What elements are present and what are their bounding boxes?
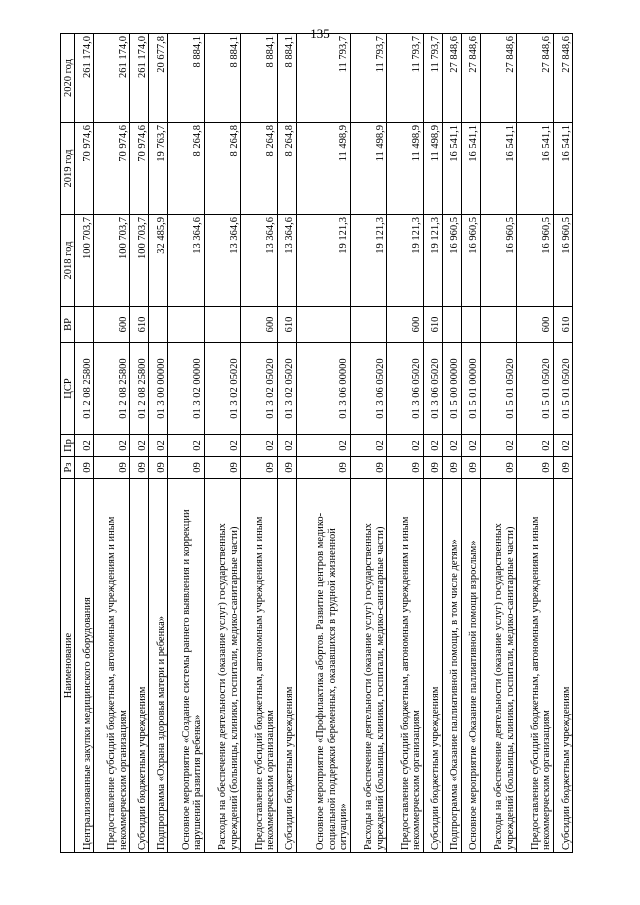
cell-y2020: 261 174,0 bbox=[94, 34, 130, 123]
header-vr: ВР bbox=[61, 307, 75, 343]
cell-csr: 01 5 01 05020 bbox=[517, 343, 553, 435]
cell-rz: 09 bbox=[130, 457, 149, 479]
cell-name: Расходы на обеспечение деятельности (оказание услуг) государственных учреждений (больницы, клиники, госпитали, медико-санитарные части) bbox=[204, 479, 240, 853]
cell-y2020: 11 793,7 bbox=[387, 34, 423, 123]
cell-pr: 02 bbox=[517, 435, 553, 457]
cell-y2020: 261 174,0 bbox=[75, 34, 94, 123]
rotated-page bbox=[60, 34, 573, 853]
cell-y2020: 8 884,1 bbox=[204, 34, 240, 123]
cell-y2019: 8 264,8 bbox=[277, 123, 296, 215]
cell-rz: 09 bbox=[75, 457, 94, 479]
cell-name: Централизованные закупки медицинского оборудования bbox=[75, 479, 94, 853]
cell-y2019: 70 974,6 bbox=[75, 123, 94, 215]
cell-name: Субсидии бюджетным учреждениям bbox=[423, 479, 442, 853]
cell-y2018: 19 121,3 bbox=[387, 215, 423, 307]
cell-rz: 09 bbox=[442, 457, 461, 479]
table-row bbox=[168, 34, 204, 853]
cell-vr bbox=[442, 307, 461, 343]
cell-rz: 09 bbox=[241, 457, 277, 479]
cell-y2020: 8 884,1 bbox=[168, 34, 204, 123]
cell-y2019: 8 264,8 bbox=[204, 123, 240, 215]
cell-vr bbox=[296, 307, 350, 343]
table-row bbox=[423, 34, 442, 853]
cell-name: Основное мероприятие «Создание системы раннего выявления и коррекции нарушений развития ребенка» bbox=[168, 479, 204, 853]
cell-y2020: 27 848,6 bbox=[480, 34, 516, 123]
cell-vr: 610 bbox=[277, 307, 296, 343]
cell-y2019: 16 541,1 bbox=[517, 123, 553, 215]
cell-rz: 09 bbox=[350, 457, 386, 479]
cell-name: Расходы на обеспечение деятельности (оказание услуг) государственных учреждений (больницы, клиники, госпитали, медико-санитарные части) bbox=[480, 479, 516, 853]
cell-y2020: 20 677,8 bbox=[149, 34, 168, 123]
cell-csr: 01 3 06 05020 bbox=[350, 343, 386, 435]
cell-y2018: 16 960,5 bbox=[461, 215, 480, 307]
cell-rz: 09 bbox=[461, 457, 480, 479]
cell-y2019: 8 264,8 bbox=[168, 123, 204, 215]
table-row bbox=[442, 34, 461, 853]
cell-y2019: 16 541,1 bbox=[442, 123, 461, 215]
cell-y2020: 27 848,6 bbox=[442, 34, 461, 123]
cell-y2018: 13 364,6 bbox=[277, 215, 296, 307]
cell-name: Предоставление субсидий бюджетным, автономным учреждениям и иным некоммерческим организациям bbox=[517, 479, 553, 853]
budget-table bbox=[60, 33, 573, 853]
cell-y2020: 11 793,7 bbox=[423, 34, 442, 123]
cell-y2019: 16 541,1 bbox=[461, 123, 480, 215]
cell-y2018: 19 121,3 bbox=[423, 215, 442, 307]
cell-rz: 09 bbox=[480, 457, 516, 479]
cell-pr: 02 bbox=[204, 435, 240, 457]
cell-name: Подпрограмма «Оказание паллиативной помощи, в том числе детям» bbox=[442, 479, 461, 853]
cell-y2019: 11 498,9 bbox=[387, 123, 423, 215]
cell-csr: 01 5 01 05020 bbox=[553, 343, 572, 435]
cell-vr: 610 bbox=[130, 307, 149, 343]
cell-pr: 02 bbox=[94, 435, 130, 457]
cell-csr: 01 5 01 05020 bbox=[480, 343, 516, 435]
cell-y2019: 16 541,1 bbox=[480, 123, 516, 215]
cell-y2018: 32 485,9 bbox=[149, 215, 168, 307]
header-2020: 2020 год bbox=[61, 34, 75, 123]
cell-pr: 02 bbox=[296, 435, 350, 457]
cell-vr: 600 bbox=[517, 307, 553, 343]
table-row bbox=[517, 34, 553, 853]
cell-pr: 02 bbox=[350, 435, 386, 457]
table-row bbox=[149, 34, 168, 853]
cell-rz: 09 bbox=[277, 457, 296, 479]
table-row bbox=[387, 34, 423, 853]
cell-csr: 01 3 02 05020 bbox=[204, 343, 240, 435]
cell-rz: 09 bbox=[149, 457, 168, 479]
cell-y2018: 19 121,3 bbox=[296, 215, 350, 307]
cell-pr: 02 bbox=[387, 435, 423, 457]
cell-vr: 600 bbox=[94, 307, 130, 343]
table-row bbox=[350, 34, 386, 853]
cell-y2018: 16 960,5 bbox=[442, 215, 461, 307]
cell-pr: 02 bbox=[553, 435, 572, 457]
cell-y2020: 11 793,7 bbox=[296, 34, 350, 123]
cell-y2018: 16 960,5 bbox=[480, 215, 516, 307]
cell-name: Субсидии бюджетным учреждениям bbox=[130, 479, 149, 853]
table-row bbox=[241, 34, 277, 853]
header-name: Наименование bbox=[61, 479, 75, 853]
cell-vr bbox=[204, 307, 240, 343]
cell-y2019: 19 763,7 bbox=[149, 123, 168, 215]
cell-pr: 02 bbox=[75, 435, 94, 457]
cell-rz: 09 bbox=[423, 457, 442, 479]
cell-rz: 09 bbox=[387, 457, 423, 479]
cell-vr: 600 bbox=[387, 307, 423, 343]
header-2018: 2018 год bbox=[61, 215, 75, 307]
cell-y2018: 13 364,6 bbox=[204, 215, 240, 307]
page-number: 135 bbox=[310, 26, 330, 41]
cell-csr: 01 3 02 00000 bbox=[168, 343, 204, 435]
cell-pr: 02 bbox=[168, 435, 204, 457]
cell-pr: 02 bbox=[461, 435, 480, 457]
cell-rz: 09 bbox=[204, 457, 240, 479]
cell-csr: 01 3 06 05020 bbox=[387, 343, 423, 435]
cell-y2018: 13 364,6 bbox=[168, 215, 204, 307]
cell-pr: 02 bbox=[130, 435, 149, 457]
cell-name: Предоставление субсидий бюджетным, автономным учреждениям и иным некоммерческим организациям bbox=[387, 479, 423, 853]
cell-csr: 01 5 00 00000 bbox=[442, 343, 461, 435]
table-row bbox=[296, 34, 350, 853]
cell-vr: 600 bbox=[241, 307, 277, 343]
cell-csr: 01 2 08 25800 bbox=[75, 343, 94, 435]
cell-y2018: 100 703,7 bbox=[75, 215, 94, 307]
cell-name: Субсидии бюджетным учреждениям bbox=[277, 479, 296, 853]
cell-y2019: 16 541,1 bbox=[553, 123, 572, 215]
cell-pr: 02 bbox=[149, 435, 168, 457]
cell-y2019: 70 974,6 bbox=[130, 123, 149, 215]
cell-vr bbox=[168, 307, 204, 343]
cell-name: Субсидии бюджетным учреждениям bbox=[553, 479, 572, 853]
cell-y2020: 27 848,6 bbox=[553, 34, 572, 123]
header-pr: Пр bbox=[61, 435, 75, 457]
cell-y2020: 8 884,1 bbox=[241, 34, 277, 123]
cell-y2020: 27 848,6 bbox=[461, 34, 480, 123]
header-2019: 2019 год bbox=[61, 123, 75, 215]
cell-vr bbox=[350, 307, 386, 343]
cell-y2018: 16 960,5 bbox=[553, 215, 572, 307]
table-row bbox=[94, 34, 130, 853]
cell-pr: 02 bbox=[241, 435, 277, 457]
cell-y2018: 19 121,3 bbox=[350, 215, 386, 307]
cell-y2019: 11 498,9 bbox=[350, 123, 386, 215]
cell-pr: 02 bbox=[480, 435, 516, 457]
cell-vr bbox=[149, 307, 168, 343]
cell-y2019: 11 498,9 bbox=[296, 123, 350, 215]
cell-csr: 01 5 01 00000 bbox=[461, 343, 480, 435]
cell-y2019: 8 264,8 bbox=[241, 123, 277, 215]
cell-pr: 02 bbox=[423, 435, 442, 457]
cell-rz: 09 bbox=[94, 457, 130, 479]
cell-rz: 09 bbox=[296, 457, 350, 479]
cell-csr: 01 3 02 05020 bbox=[277, 343, 296, 435]
cell-y2020: 261 174,0 bbox=[130, 34, 149, 123]
cell-csr: 01 2 08 25800 bbox=[94, 343, 130, 435]
cell-name: Основное мероприятие «Профилактика абортов. Развитие центров медико-социальной поддержки беременных, оказавшихся в трудной жизненной ситуации» bbox=[296, 479, 350, 853]
cell-y2020: 11 793,7 bbox=[350, 34, 386, 123]
cell-y2018: 100 703,7 bbox=[130, 215, 149, 307]
table-row bbox=[461, 34, 480, 853]
cell-vr bbox=[75, 307, 94, 343]
table-row bbox=[480, 34, 516, 853]
table-row bbox=[75, 34, 94, 853]
table-body bbox=[75, 34, 573, 853]
cell-rz: 09 bbox=[168, 457, 204, 479]
cell-y2018: 13 364,6 bbox=[241, 215, 277, 307]
cell-vr bbox=[480, 307, 516, 343]
cell-csr: 01 3 00 00000 bbox=[149, 343, 168, 435]
cell-y2020: 27 848,6 bbox=[517, 34, 553, 123]
table-row bbox=[204, 34, 240, 853]
cell-name: Расходы на обеспечение деятельности (оказание услуг) государственных учреждений (больницы, клиники, госпитали, медико-санитарные части) bbox=[350, 479, 386, 853]
cell-name: Предоставление субсидий бюджетным, автономным учреждениям и иным некоммерческим организациям bbox=[94, 479, 130, 853]
cell-vr bbox=[461, 307, 480, 343]
cell-y2018: 16 960,5 bbox=[517, 215, 553, 307]
cell-y2019: 70 974,6 bbox=[94, 123, 130, 215]
cell-name: Основное мероприятие «Оказание паллиативной помощи взрослым» bbox=[461, 479, 480, 853]
table-header-row bbox=[61, 34, 75, 853]
header-csr: ЦСР bbox=[61, 343, 75, 435]
cell-pr: 02 bbox=[277, 435, 296, 457]
cell-rz: 09 bbox=[553, 457, 572, 479]
cell-y2020: 8 884,1 bbox=[277, 34, 296, 123]
cell-vr: 610 bbox=[553, 307, 572, 343]
cell-csr: 01 3 06 05020 bbox=[423, 343, 442, 435]
header-rz: Рз bbox=[61, 457, 75, 479]
cell-csr: 01 3 06 00000 bbox=[296, 343, 350, 435]
table-row bbox=[277, 34, 296, 853]
cell-name: Подпрограмма «Охрана здоровья матери и ребенка» bbox=[149, 479, 168, 853]
cell-csr: 01 3 02 05020 bbox=[241, 343, 277, 435]
table-row bbox=[553, 34, 572, 853]
cell-rz: 09 bbox=[517, 457, 553, 479]
cell-vr: 610 bbox=[423, 307, 442, 343]
cell-y2018: 100 703,7 bbox=[94, 215, 130, 307]
cell-y2019: 11 498,9 bbox=[423, 123, 442, 215]
cell-csr: 01 2 08 25800 bbox=[130, 343, 149, 435]
cell-pr: 02 bbox=[442, 435, 461, 457]
cell-name: Предоставление субсидий бюджетным, автономным учреждениям и иным некоммерческим организациям bbox=[241, 479, 277, 853]
table-row bbox=[130, 34, 149, 853]
